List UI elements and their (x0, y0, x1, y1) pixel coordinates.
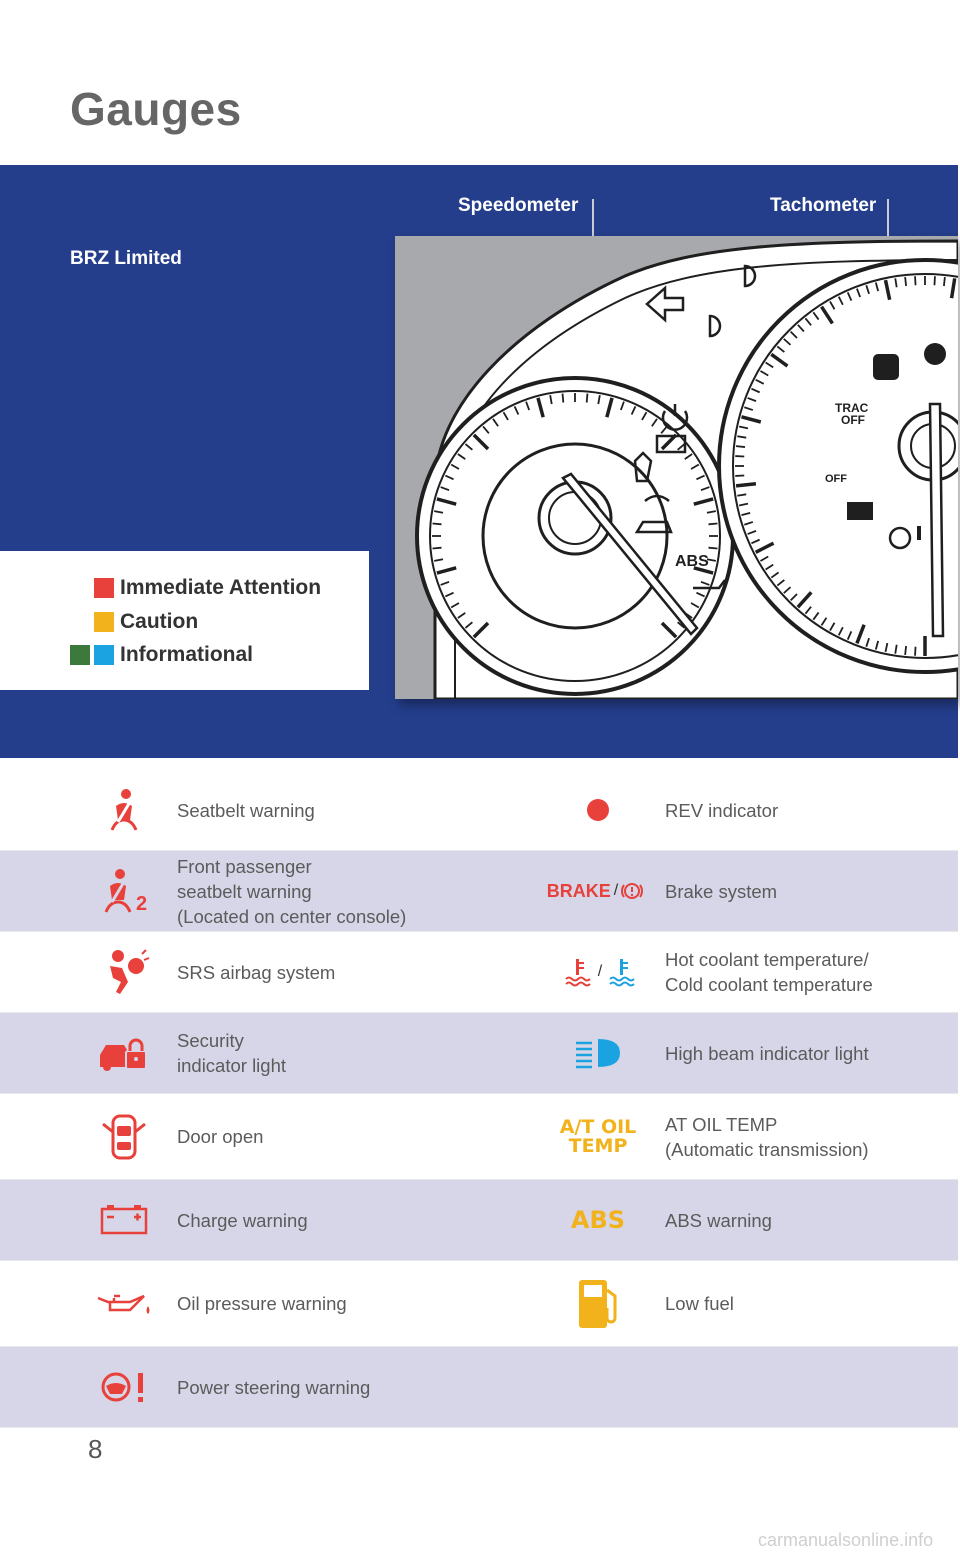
row-label: Security (177, 1030, 244, 1051)
security-icon (98, 1033, 150, 1073)
oil-pressure-icon (96, 1290, 152, 1318)
legend-label: Caution (120, 610, 199, 633)
power-steering-icon (98, 1370, 150, 1404)
speedometer-callout: Speedometer (458, 195, 579, 216)
row-label: Front passenger (177, 855, 312, 877)
battery-icon (99, 1203, 149, 1237)
gauge-tick (736, 484, 756, 486)
row-label: Power steering warning (177, 1376, 371, 1398)
row-label: (Automatic transmission) (665, 1138, 869, 1160)
gauge-tick (736, 446, 745, 447)
table-row (0, 1180, 958, 1261)
fuel-icon (573, 1276, 623, 1332)
table-row (0, 770, 958, 851)
legend (0, 551, 369, 690)
tachometer-hub (899, 412, 958, 480)
passenger-seatbelt-icon (96, 866, 152, 916)
watermark: carmanualsonline.info (758, 1530, 934, 1550)
table-row (0, 1094, 958, 1180)
separator: / (597, 963, 603, 980)
page-number: 8 (88, 1434, 103, 1464)
gauge-tick (708, 524, 717, 525)
legend-swatch-green (70, 645, 90, 665)
row-label: ABS warning (665, 1209, 772, 1231)
row-label: Brake system (665, 880, 778, 902)
legend-swatch-red (94, 578, 114, 598)
at-oil-temp-icon (558, 1094, 638, 1179)
legend-swatch-blue (94, 645, 114, 665)
row-label: Hot coolant temperature/ (665, 949, 869, 970)
gauge-tick (563, 394, 564, 403)
row-label: Charge warning (177, 1209, 308, 1231)
gauge-tick (433, 524, 442, 525)
page-title: Gauges (70, 83, 242, 135)
row-label: High beam indicator light (665, 1042, 869, 1064)
abs-icon (558, 1180, 638, 1260)
row-label: Cold coolant temperature (665, 974, 873, 995)
seatbelt-icon (100, 786, 148, 834)
hot-coolant-icon (564, 957, 592, 987)
table-row (0, 1261, 958, 1347)
row-label: AT OIL TEMP (665, 1113, 778, 1135)
legend-swatch-amber (94, 612, 114, 632)
table-row (0, 1347, 958, 1428)
airbag-icon (98, 948, 150, 996)
row-label: (Located on center console) (177, 905, 407, 927)
gauge-tick (708, 548, 717, 549)
row-label: seatbelt warning (177, 880, 312, 902)
row-label: SRS airbag system (177, 961, 336, 983)
door-open-icon (99, 1112, 149, 1162)
row-label: REV indicator (665, 799, 779, 821)
gauge-tick (587, 394, 588, 403)
row-label: Oil pressure warning (177, 1293, 347, 1314)
instrument-cluster-hero (0, 165, 958, 758)
row-label: Low fuel (665, 1293, 734, 1314)
legend-item (0, 640, 253, 670)
high-beam-icon (572, 1036, 624, 1070)
cluster-trac-text: TRAC (835, 401, 869, 415)
warning-lights-table (0, 770, 958, 1428)
tachometer-callout: Tachometer (770, 195, 877, 216)
brake-text: BRAKE (546, 880, 611, 901)
abs-text: ABS (570, 1206, 626, 1234)
row-label: indicator light (177, 1055, 287, 1076)
cluster-trac-off-text: OFF (841, 413, 865, 427)
gauge-tick (905, 646, 906, 655)
legend-label: Informational (120, 643, 254, 666)
legend-label: Immediate Attention (120, 576, 322, 599)
at-temp-text: TEMP (568, 1134, 628, 1157)
row-label: Seatbelt warning (177, 799, 315, 821)
at-oil-text: A/T OIL (559, 1115, 637, 1138)
tachometer-needle (930, 404, 943, 636)
row-label: Door open (177, 1126, 264, 1147)
table-row (0, 851, 958, 932)
cluster-rev-dot (924, 343, 946, 365)
rev-indicator-icon (585, 797, 611, 823)
model-label: BRZ Limited (70, 248, 182, 269)
table-row (0, 1013, 958, 1094)
gauge-tick (905, 277, 906, 286)
cluster-svg (395, 236, 958, 699)
brake-icon (621, 880, 643, 902)
cluster-abs-text: ABS (675, 553, 709, 570)
gauge-tick (433, 548, 442, 549)
separator: / (613, 882, 619, 899)
legend-item (0, 607, 198, 637)
legend-item (0, 573, 321, 603)
instrument-cluster-illustration (395, 236, 958, 699)
cluster-vdc-off-text: OFF (825, 473, 847, 485)
gauge-tick (944, 277, 945, 286)
cold-coolant-icon (608, 957, 636, 987)
table-row (0, 932, 958, 1013)
svg-text:2: 2 (136, 893, 148, 915)
